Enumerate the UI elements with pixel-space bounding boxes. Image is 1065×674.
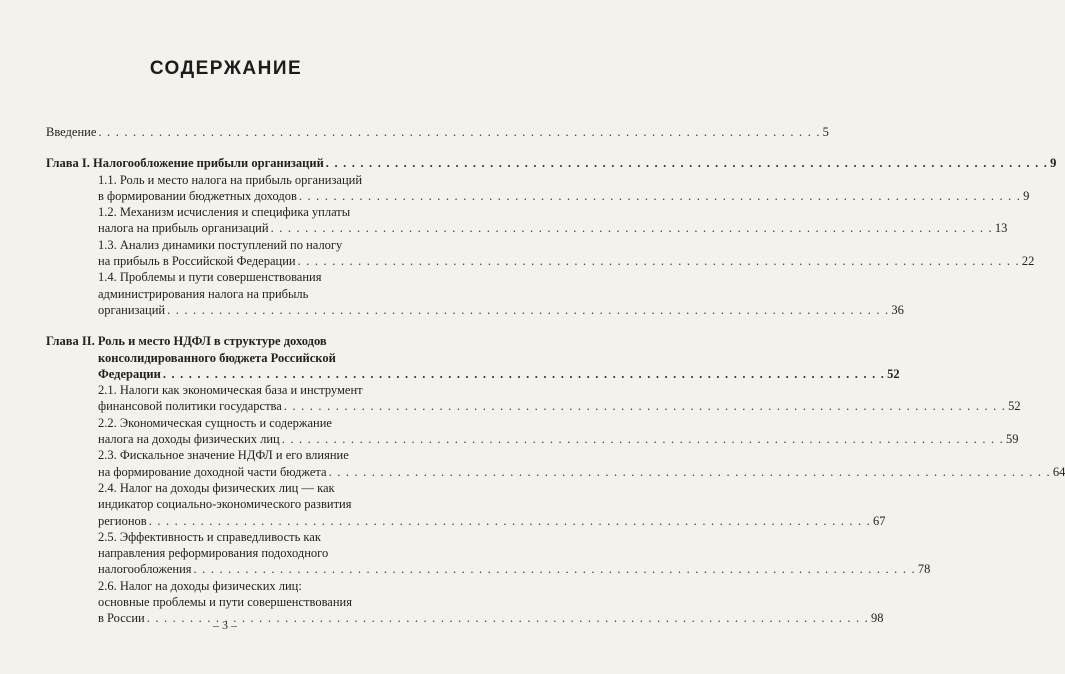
toc-item-1-1[interactable]: 1.1. Роль и место налога на прибыль организаций в формировании бюджетных доходов . . . 9 [46,172,406,205]
toc-chapter-2[interactable]: Глава II. Роль и место НДФЛ в структуре доходов консолидированного бюджета Российской Федерации . . . 52 [46,333,406,382]
page-number: 9 [1023,188,1030,203]
page-title: СОДЕРЖАНИЕ [149,58,303,79]
toc-item-1-3[interactable]: 1.3. Анализ динамики поступлений по налогу на прибыль в Российской Федерации . . . 22 [46,237,406,270]
toc-entry-intro[interactable]: Введение . . . 5 [46,124,406,140]
page-number: 22 [1021,254,1035,269]
toc-item-1-2[interactable]: 1.2. Механизм исчисления и специфика уплаты налога на прибыль организаций . . . 13 [46,204,406,237]
toc-chapter-1[interactable]: Глава I. Налогообложение прибыли организаций . . . 9 [46,155,406,171]
toc-item-2-3[interactable]: 2.3. Фискальное значение НДФЛ и его влияние на формирование доходной части бюджета . . . 64 [46,447,406,480]
page-number: 98 [871,611,884,626]
page-number: 59 [1006,432,1019,447]
page-footer-number: – 3 – [213,618,237,632]
toc-item-2-1[interactable]: 2.1. Налоги как экономическая база и инструмент финансовой политики государства . . . 52 [46,382,406,415]
toc-item-2-2[interactable]: 2.2. Экономическая сущность и содержание налога на доходы физических лиц . . . 59 [46,415,406,448]
page-number: 67 [873,513,886,528]
page-number: 52 [1008,399,1021,414]
toc-item-1-4[interactable]: 1.4. Проблемы и пути совершенствования администрирования налога на прибыль организаций . . . 36 [46,269,406,318]
page-number: 9 [1050,156,1057,171]
table-of-contents [46,58,1065,627]
page-number: 13 [994,221,1008,236]
toc-item-2-5[interactable]: 2.5. Эффективность и справедливость как направления реформирования подоходного налогообложения . . . 78 [46,529,406,578]
toc-item-2-4[interactable]: 2.4. Налог на доходы физических лиц — как индикатор социально-экономического развития регионов . . . 67 [46,480,406,529]
page-number: 5 [822,125,829,139]
page-number: 36 [891,302,904,317]
page-number: 52 [887,366,900,381]
page-number: 78 [917,562,931,577]
toc-item-2-6[interactable]: 2.6. Налог на доходы физических лиц: основные проблемы и пути совершенствования в России . . . 98 [46,578,406,627]
page-number: 64 [1052,464,1065,479]
